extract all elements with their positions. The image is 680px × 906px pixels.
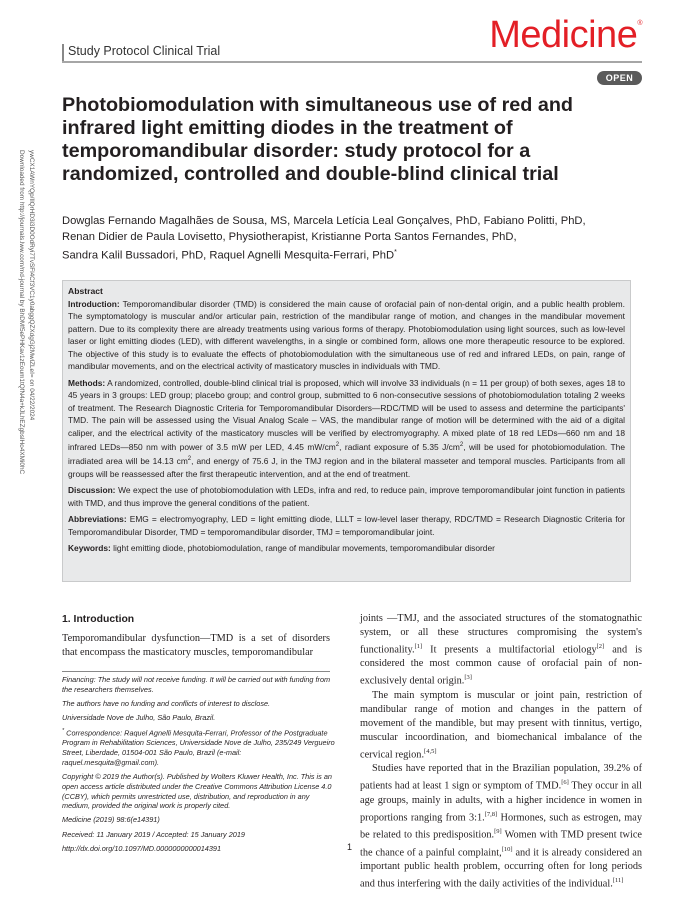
footnote-doi[interactable]: http://dx.doi.org/10.1097/MD.0000000000014391	[62, 843, 222, 853]
body-paragraph: joints —TMJ, and the associated structures of the stomatognathic system, or all these structures compromising the system's functionality.[1] It presents a multifactorial etiology[2] and is considered the most common cause of orofacial pain of non-exclusively dental origin.[3]	[360, 613, 642, 687]
abstract-keywords: Keywords: light emitting diode, photobiomodulation, range of mandibular movements, temporomandibular disorder	[68, 543, 495, 554]
footnotes	[62, 675, 337, 858]
footnote-copyright: Copyright © 2019 the Author(s). Published by Wolters Kluwer Health, Inc. This is an open access article distributed under the Creative Commons Attribution License 4.0 (CCBY), which permits unrestricted use, distribution, and reproduction in any medium, provided the original work is properly cited.	[62, 771, 332, 811]
download-watermark	[8, 150, 44, 530]
author-line: Renan Didier de Paula Lovisetto, Physiotherapist, Kristianne Porta Santos Fernandes, PhD,	[62, 231, 517, 243]
abstract-box	[62, 280, 631, 582]
column-right-text	[360, 612, 642, 891]
footnote-conflicts: The authors have no funding and conflicts of interest to disclose.	[62, 698, 271, 708]
journal-logo: Medicine®	[489, 14, 642, 56]
footnote-received: Received: 11 January 2019 / Accepted: 15 January 2019	[62, 829, 245, 839]
author-line: Sandra Kalil Bussadori, PhD, Raquel Agnelli Mesquita-Ferrari, PhD*	[62, 249, 397, 262]
footnote-citation: Medicine (2019) 98:6(e14391)	[62, 815, 160, 825]
header-rule	[62, 61, 642, 63]
page-number: 1	[347, 842, 353, 852]
body-paragraph: The main symptom is muscular or joint pain, restriction of mandibular range of motion and changes in the pattern of movement of the mandible, but may present with tinnitus, vertigo, muscular incoordination, and biomechanical imbalance of the cervical region.[4,5]	[360, 689, 642, 761]
body-paragraph: Temporomandibular dysfunction—TMD is a set of disorders that encompass the masticatory muscles, temporomandibular	[62, 633, 330, 658]
abstract-abbreviations: Abbreviations: EMG = electromyography, LED = light emitting diode, LLLT = low-level laser therapy, RDC/TMD = Research Diagnostic Criteria for Temporomandibular Disorder, TMD = temporomandibular disorder, TMJ = temporomandibular joint.	[68, 514, 625, 537]
footnote-correspondence: * Correspondence: Raquel Agnelli Mesquita-Ferrari, Professor of the Postgraduate Program in Rehabilitation Sciences, Universidade Nove de Julho, 235/249 Vergueiro Street, Liberdade, 01504-001 São Paulo, Brazil (e-mail: raquel.mesquita@gmail.com).	[62, 728, 335, 767]
footnote-funding: Financing: The study will not receive funding. It will be carried out with funding from the researchers themselves.	[62, 675, 331, 694]
svg-text:ywCX1AWnYQp/IlQrHD3i3D0OdRyi7T: ywCX1AWnYQp/IlQrHD3i3D0OdRyi7TvSFl4Cf3VC1y0abggQZXdgGj2MwlZLeI= on 04/22/2024	[28, 150, 35, 421]
article-title: Photobiomodulation with simultaneous use of red and infrared light emitting diodes in the treatment of temporomandibular disorder: study protocol for a randomized, controlled and double-blind clinical trial	[62, 94, 574, 185]
open-access-badge: OPEN	[597, 71, 642, 85]
header-accent-bar	[62, 44, 64, 61]
section-label: Study Protocol Clinical Trial	[68, 44, 221, 58]
introduction-heading: 1. Introduction	[62, 614, 135, 625]
author-list	[62, 213, 642, 264]
footnote-rule	[62, 671, 330, 672]
column-left-text	[62, 632, 330, 660]
abstract-introduction: Introduction: Temporomandibular disorder (TMD) is considered the main cause of orofacial pain of non-dental origin, and a public health problem. The symptomatology is muscular and/or articular pain, restriction of the mandibular range of motion, and changes in the mandibular movement pattern. Due to its complexity there are already treatments using various forms of therapy. Photobiomodulation using light sources, such as low-level laser or light emitting diodes (LED), with different wavelengths, in a single or combined form, allows one more therapeutic resource to be explored. The objective of this study is to evaluate the effects of photobiomodulation with the simultaneous use of red and infrared LEDs, on pain, range of mandibular movements, and on the electrical activity of masticatory muscles in individuals with TMD.	[68, 298, 625, 371]
body-paragraph: Studies have reported that in the Brazilian population, 39.2% of patients had at least 1 sign or symptom of TMD.[6] They occur in all age groups, mainly in adults, with a higher incidence in women in proportions ranging from 3:1.[7,8] Hormones, such as estrogen, may be related to this predisposition.[9] Women with TMD present twice the chance of a painful complaint,[10] and it is already considered an important public health problem, occurring often for long periods and thus interfering with the daily activities of the individual.[11]	[360, 763, 643, 890]
footnote-affiliation: Universidade Nove de Julho, São Paulo, Brazil.	[62, 712, 216, 722]
abstract-heading: Abstract	[68, 286, 103, 296]
abstract-discussion: Discussion: We expect the use of photobiomodulation with LEDs, infra and red, to reduce pain, improve temporomandibular joint function in patients with TMD, and thus improve the general conditions of the patient.	[68, 485, 625, 508]
author-line: Dowglas Fernando Magalhães de Sousa, MS, Marcela Letícia Leal Gonçalves, PhD, Fabiano Politti, PhD,	[62, 215, 586, 227]
abstract-methods: Methods: A randomized, controlled, double-blind clinical trial is proposed, which will involve 33 individuals (n = 11 per group) of both sexes, ages 18 to 45 years in 3 groups: LED group; placebo group; and control group, submitted to 6 non-consecutive sessions of photobiomodulation totaling 2 weeks of treatment. The Research Diagnostic Criteria for Temporomandibular Disorders—RDC/TMD will be used to assess and determine the participants' TMD. The pain will be assessed using the Visual Analog Scale – VAS, the mandibular range of motion will be determined with the aid of a digital caliper, and the electrical activity of the masticatory muscles will be verified by electromyography. A mixed plate of 18 red LEDs—660 nm and 18 infrared LEDs—850 nm with power of 3.5 mW per LED, 4.45 $mW/cm^2$, radiant exposure of 5.35 $J/cm^2$, will be used for photobiomodulation. The irradiated area will be 14.13 $cm^2$, and energy of 75.6 J, in the TMJ region and in the bilateral masseter and temporal muscles. Participants from all groups will be reassessed after the first therapeutic intervention, and at the end of treatment.	[68, 377, 625, 479]
svg-text:Downloaded from http://journal: Downloaded from http://journals.lww.com/md-journal by BhDMf5ePHKav1zEoum1tQfN4a+kJLhEZgbsIHo4XMi0hC	[18, 150, 25, 475]
